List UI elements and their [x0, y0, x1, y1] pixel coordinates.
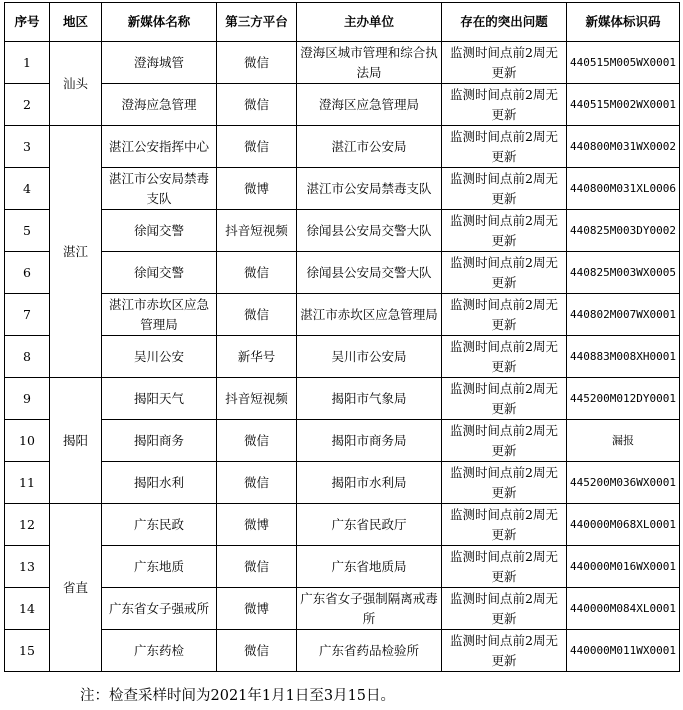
cell-org: 徐闻县公安局交警大队: [297, 252, 442, 294]
cell-issue: 监测时间点前2周无更新: [442, 168, 567, 210]
cell-issue: 监测时间点前2周无更新: [442, 378, 567, 420]
header-region: 地区: [50, 3, 102, 42]
table-row: [5, 168, 680, 210]
cell-issue: 监测时间点前2周无更新: [442, 84, 567, 126]
cell-org: 湛江市公安局禁毒支队: [297, 168, 442, 210]
cell-name: 揭阳天气: [102, 378, 217, 420]
cell-code: 440825M003WX0005: [567, 252, 680, 294]
cell-org: 广东省民政厅: [297, 504, 442, 546]
cell-platform: 微信: [217, 630, 297, 672]
cell-platform: 微博: [217, 588, 297, 630]
table-row: [5, 420, 680, 462]
cell-name: 湛江公安指挥中心: [102, 126, 217, 168]
cell-org: 揭阳市水利局: [297, 462, 442, 504]
header-name: 新媒体名称: [102, 3, 217, 42]
cell-region: 湛江: [50, 126, 102, 378]
cell-issue: 监测时间点前2周无更新: [442, 462, 567, 504]
table-row: [5, 42, 680, 84]
cell-region: 汕头: [50, 42, 102, 126]
cell-org: 揭阳市气象局: [297, 378, 442, 420]
cell-region: 揭阳: [50, 378, 102, 504]
cell-org: 湛江市赤坎区应急管理局: [297, 294, 442, 336]
cell-name: 揭阳商务: [102, 420, 217, 462]
cell-org: 澄海区城市管理和综合执法局: [297, 42, 442, 84]
cell-code: 440825M003DY0002: [567, 210, 680, 252]
cell-issue: 监测时间点前2周无更新: [442, 42, 567, 84]
table-row: [5, 84, 680, 126]
cell-org: 广东省女子强制隔离戒毒所: [297, 588, 442, 630]
cell-org: 广东省药品检验所: [297, 630, 442, 672]
cell-no: 2: [5, 84, 50, 126]
cell-org: 徐闻县公安局交警大队: [297, 210, 442, 252]
cell-platform: 微信: [217, 126, 297, 168]
cell-code: 440515M005WX0001: [567, 42, 680, 84]
cell-issue: 监测时间点前2周无更新: [442, 336, 567, 378]
cell-name: 广东民政: [102, 504, 217, 546]
footnote: 注：检查采样时间为2021年1月1日至3月15日。: [80, 688, 396, 704]
table-row: [5, 294, 680, 336]
cell-no: 10: [5, 420, 50, 462]
cell-code: 445200M036WX0001: [567, 462, 680, 504]
table-row: [5, 126, 680, 168]
table-row: [5, 252, 680, 294]
cell-code: 440000M068XL0001: [567, 504, 680, 546]
cell-org: 湛江市公安局: [297, 126, 442, 168]
cell-code: 漏报: [567, 420, 680, 462]
cell-name: 广东地质: [102, 546, 217, 588]
cell-no: 8: [5, 336, 50, 378]
cell-region: 省直: [50, 504, 102, 672]
header-issue: 存在的突出问题: [442, 3, 567, 42]
cell-name: 广东药检: [102, 630, 217, 672]
cell-platform: 抖音短视频: [217, 210, 297, 252]
cell-platform: 微信: [217, 42, 297, 84]
cell-issue: 监测时间点前2周无更新: [442, 294, 567, 336]
cell-platform: 微博: [217, 168, 297, 210]
table-row: [5, 210, 680, 252]
table-row: [5, 336, 680, 378]
cell-name: 澄海应急管理: [102, 84, 217, 126]
header-code: 新媒体标识码: [567, 3, 680, 42]
cell-platform: 微信: [217, 420, 297, 462]
table-row: [5, 546, 680, 588]
cell-name: 徐闻交警: [102, 252, 217, 294]
cell-name: 徐闻交警: [102, 210, 217, 252]
cell-no: 9: [5, 378, 50, 420]
cell-no: 12: [5, 504, 50, 546]
cell-issue: 监测时间点前2周无更新: [442, 420, 567, 462]
table-row: [5, 504, 680, 546]
cell-issue: 监测时间点前2周无更新: [442, 588, 567, 630]
cell-code: 440000M011WX0001: [567, 630, 680, 672]
cell-platform: 微信: [217, 294, 297, 336]
cell-platform: 微博: [217, 504, 297, 546]
cell-platform: 微信: [217, 84, 297, 126]
cell-code: 445200M012DY0001: [567, 378, 680, 420]
cell-no: 11: [5, 462, 50, 504]
cell-issue: 监测时间点前2周无更新: [442, 504, 567, 546]
cell-name: 湛江市赤坎区应急管理局: [102, 294, 217, 336]
cell-issue: 监测时间点前2周无更新: [442, 210, 567, 252]
cell-org: 广东省地质局: [297, 546, 442, 588]
cell-no: 14: [5, 588, 50, 630]
cell-platform: 微信: [217, 252, 297, 294]
cell-platform: 抖音短视频: [217, 378, 297, 420]
header-platform: 第三方平台: [217, 3, 297, 42]
cell-code: 440000M016WX0001: [567, 546, 680, 588]
cell-platform: 微信: [217, 546, 297, 588]
cell-name: 广东省女子强戒所: [102, 588, 217, 630]
cell-code: 440802M007WX0001: [567, 294, 680, 336]
cell-issue: 监测时间点前2周无更新: [442, 252, 567, 294]
table-row: [5, 630, 680, 672]
cell-name: 澄海城管: [102, 42, 217, 84]
cell-issue: 监测时间点前2周无更新: [442, 126, 567, 168]
cell-org: 澄海区应急管理局: [297, 84, 442, 126]
header-no: 序号: [5, 3, 50, 42]
cell-no: 5: [5, 210, 50, 252]
cell-no: 13: [5, 546, 50, 588]
table-header-row: [5, 3, 680, 42]
cell-issue: 监测时间点前2周无更新: [442, 546, 567, 588]
table-row: [5, 588, 680, 630]
cell-org: 揭阳市商务局: [297, 420, 442, 462]
table-row: [5, 462, 680, 504]
cell-code: 440883M008XH0001: [567, 336, 680, 378]
cell-no: 15: [5, 630, 50, 672]
cell-code: 440000M084XL0001: [567, 588, 680, 630]
header-org: 主办单位: [297, 3, 442, 42]
cell-org: 吴川市公安局: [297, 336, 442, 378]
cell-no: 1: [5, 42, 50, 84]
cell-name: 湛江市公安局禁毒支队: [102, 168, 217, 210]
cell-no: 6: [5, 252, 50, 294]
cell-platform: 新华号: [217, 336, 297, 378]
cell-issue: 监测时间点前2周无更新: [442, 630, 567, 672]
cell-name: 揭阳水利: [102, 462, 217, 504]
cell-no: 4: [5, 168, 50, 210]
cell-no: 3: [5, 126, 50, 168]
cell-platform: 微信: [217, 462, 297, 504]
cell-code: 440800M031XL0006: [567, 168, 680, 210]
cell-name: 吴川公安: [102, 336, 217, 378]
cell-no: 7: [5, 294, 50, 336]
cell-code: 440800M031WX0002: [567, 126, 680, 168]
media-table: [4, 2, 680, 672]
table-row: [5, 378, 680, 420]
cell-code: 440515M002WX0001: [567, 84, 680, 126]
